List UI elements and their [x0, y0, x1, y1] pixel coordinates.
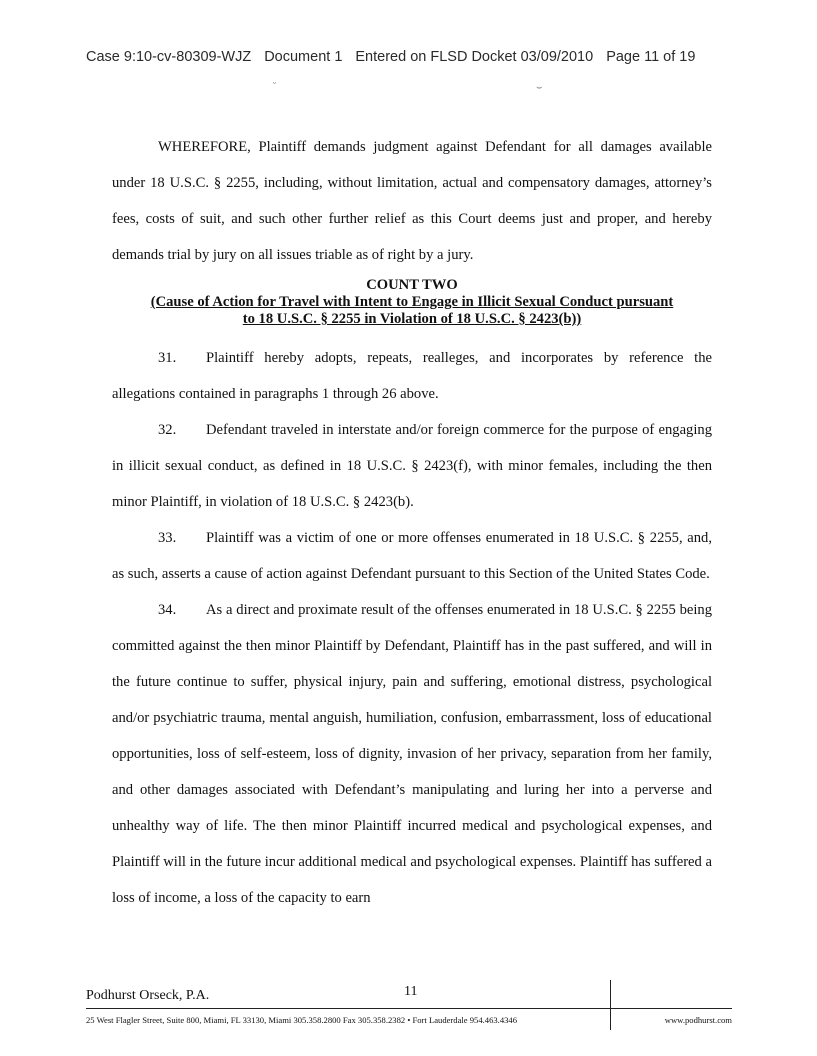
firm-address: 25 West Flagler Street, Suite 800, Miami, FL 33130, Miami 305.358.2800 Fax 305.358.2382 • Fort Lauderdale 954.463.4346	[86, 1015, 518, 1025]
docket-stamp	[86, 49, 746, 65]
paragraph-text: Defendant traveled in interstate and/or foreign commerce for the purpose of engaging in illicit sexual conduct, as defined in 18 U.S.C. § 2423(f), with minor females, including the then minor Plaintiff, in violation of 18 U.S.C. § 2423(b).	[112, 422, 712, 510]
firm-name: Podhurst Orseck, P.A.	[86, 988, 210, 1003]
paragraph-text: Plaintiff was a victim of one or more offenses enumerated in 18 U.S.C. § 2255, and, as such, asserts a cause of action against Defendant pursuant to this Section of the United States Code.	[112, 530, 712, 582]
paragraph-number: 32.	[158, 422, 177, 438]
page-of: Page 11 of 19	[606, 49, 696, 65]
scan-mark-right: ⌣	[536, 82, 543, 93]
docket-entry: Entered on FLSD Docket 03/09/2010	[355, 49, 594, 65]
paragraph-33	[112, 520, 712, 592]
paragraph-number: 34.	[158, 602, 177, 618]
paragraph-32	[112, 412, 712, 520]
paragraph-text: Plaintiff hereby adopts, repeats, realleges, and incorporates by reference the allegations contained in paragraphs 1 through 26 above.	[112, 350, 712, 402]
paragraph-text: As a direct and proximate result of the offenses enumerated in 18 U.S.C. § 2255 being committed against the then minor Plaintiff by Defendant, Plaintiff has in the past suffered, and will in the future continue to suffer, physical injury, pain and suffering, emotional distress, psychological and/or psychiatric trauma, mental anguish, humiliation, confusion, embarrassment, loss of educational opportunities, loss of self-esteem, loss of dignity, invasion of her privacy, separation from her family, and other damages associated with Defendant’s manipulating and luring her into a perverse and unhealthy way of life. The then minor Plaintiff incurred medical and psychological expenses, and Plaintiff will in the future incur additional medical and psychological expenses. Plaintiff has suffered a loss of income, a loss of the capacity to earn	[112, 602, 712, 906]
case-number: Case 9:10-cv-80309-WJZ	[86, 49, 252, 65]
footer-divider	[610, 980, 611, 1030]
wherefore-paragraph: WHEREFORE, Plaintiff demands judgment against Defendant for all damages available under 18 U.S.C. § 2255, including, without limitation, actual and compensatory damages, attorney’s fees, costs of suit, and such other further relief as this Court deems just and proper, and hereby demands trial by jury on all issues triable as of right by a jury.	[112, 139, 712, 263]
count-two-heading	[112, 277, 712, 328]
count-title: COUNT TWO	[366, 277, 458, 293]
page-number: 11	[404, 984, 418, 999]
paragraph-31	[112, 340, 712, 412]
footer-rule	[86, 1008, 732, 1009]
paragraph-number: 33.	[158, 530, 177, 546]
paragraph-34	[112, 592, 712, 916]
document-body	[112, 129, 712, 916]
document-number: Document 1	[264, 49, 343, 65]
scan-mark-left: ˘	[272, 82, 277, 93]
count-subtitle-line-2: to 18 U.S.C. § 2255 in Violation of 18 U.S.C. § 2423(b))	[242, 311, 582, 327]
firm-website: www.podhurst.com	[664, 1015, 732, 1025]
count-subtitle-line-1: (Cause of Action for Travel with Intent to Engage in Illicit Sexual Conduct pursuant	[150, 294, 674, 310]
paragraph-number: 31.	[158, 350, 177, 366]
